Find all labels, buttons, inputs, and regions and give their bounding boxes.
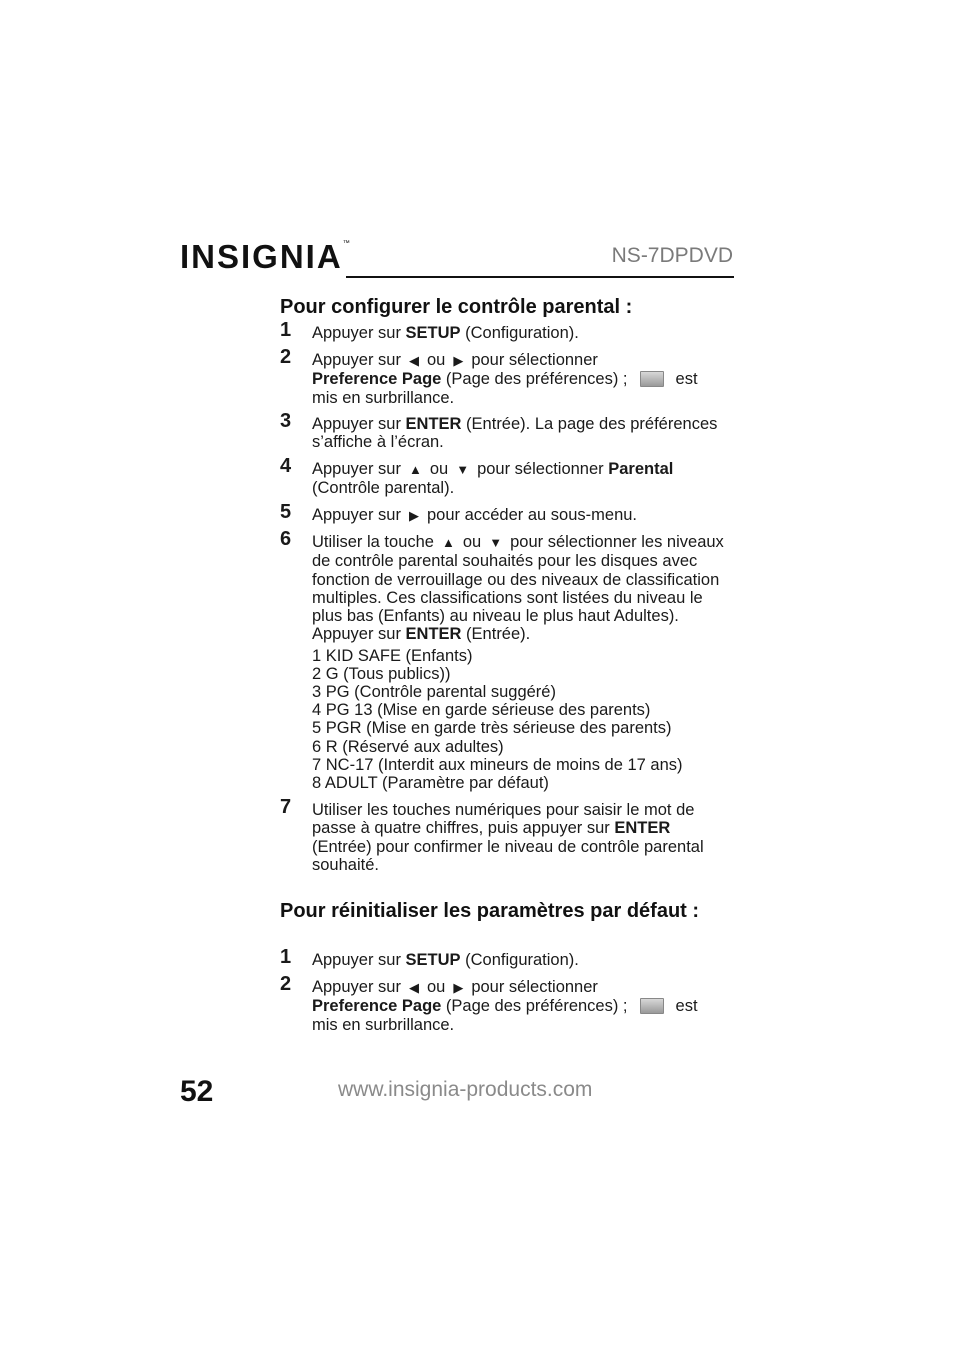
step-number: 7 bbox=[280, 796, 292, 818]
model-number: NS-7DPDVD bbox=[611, 244, 733, 267]
step-text: Utiliser les touches numériques pour saisir le mot de passe à quatre chiffres, puis appuyer sur ENTER (Entrée) pour confirmer le niveau de contrôle parental souhaité. bbox=[312, 801, 704, 874]
section-title-reset: Pour réinitialiser les paramètres par défaut : bbox=[280, 900, 700, 922]
step-number: 6 bbox=[280, 528, 292, 550]
rating-item: 3 PG (Contrôle parental suggéré) bbox=[312, 683, 556, 701]
step-number: 4 bbox=[280, 455, 292, 477]
left-arrow-icon: ◀ bbox=[408, 980, 419, 995]
rating-item: 7 NC-17 (Interdit aux mineurs de moins de 17 ans) bbox=[312, 756, 683, 774]
settings-page-icon bbox=[640, 998, 664, 1014]
website-url: www.insignia-products.com bbox=[338, 1078, 593, 1101]
left-arrow-icon: ◀ bbox=[408, 353, 419, 368]
step-number: 2 bbox=[280, 346, 292, 368]
step-text: Appuyer sur ▶ pour accéder au sous-menu. bbox=[312, 506, 638, 524]
logo-text: INSIGNIA bbox=[180, 238, 343, 275]
step-text: Utiliser la touche ▲ ou ▼ pour sélectionner les niveaux de contrôle parental souhaités pour les disques avec fonction de verrouillage ou des niveaux de classification multiples. Ces classifications sont listées du niveau le plus bas (Enfants) au niveau le plus haut Adultes). Appuyer sur ENTER (Entrée). bbox=[312, 533, 724, 644]
rating-item: 4 PG 13 (Mise en garde sérieuse des parents) bbox=[312, 701, 651, 719]
step-text: Appuyer sur ▲ ou ▼ pour sélectionner Parental (Contrôle parental). bbox=[312, 460, 674, 498]
up-arrow-icon: ▲ bbox=[441, 535, 455, 550]
rating-item: 1 KID SAFE (Enfants) bbox=[312, 647, 473, 665]
up-arrow-icon: ▲ bbox=[408, 462, 422, 477]
insignia-logo bbox=[180, 240, 350, 273]
down-arrow-icon: ▼ bbox=[456, 462, 470, 477]
trademark-mark: ™ bbox=[342, 240, 350, 247]
step-text: Appuyer sur ◀ ou ▶ pour sélectionner Preference Page (Page des préférences) ; est mis en surbrillance. bbox=[312, 978, 698, 1034]
right-arrow-icon: ▶ bbox=[453, 980, 464, 995]
step-number: 3 bbox=[280, 410, 292, 432]
step-text: Appuyer sur SETUP (Configuration). bbox=[312, 324, 579, 342]
settings-page-icon bbox=[640, 371, 664, 387]
section-title-parental: Pour configurer le contrôle parental : bbox=[280, 296, 633, 318]
down-arrow-icon: ▼ bbox=[489, 535, 503, 550]
page-number: 52 bbox=[180, 1075, 214, 1108]
step-text: Appuyer sur ENTER (Entrée). La page des préférences s’affiche à l’écran. bbox=[312, 415, 718, 452]
step-number: 1 bbox=[280, 946, 292, 968]
right-arrow-icon: ▶ bbox=[408, 508, 419, 523]
header-rule bbox=[346, 276, 734, 278]
rating-item: 6 R (Réservé aux adultes) bbox=[312, 738, 504, 756]
step-number: 2 bbox=[280, 973, 292, 995]
right-arrow-icon: ▶ bbox=[453, 353, 464, 368]
rating-item: 8 ADULT (Paramètre par défaut) bbox=[312, 774, 549, 792]
step-number: 1 bbox=[280, 319, 292, 341]
rating-item: 2 G (Tous publics)) bbox=[312, 665, 451, 683]
step-text: Appuyer sur SETUP (Configuration). bbox=[312, 951, 579, 969]
step-number: 5 bbox=[280, 501, 292, 523]
rating-item: 5 PGR (Mise en garde très sérieuse des parents) bbox=[312, 719, 672, 737]
step-text: Appuyer sur ◀ ou ▶ pour sélectionner Preference Page (Page des préférences) ; est mis en surbrillance. bbox=[312, 351, 698, 407]
